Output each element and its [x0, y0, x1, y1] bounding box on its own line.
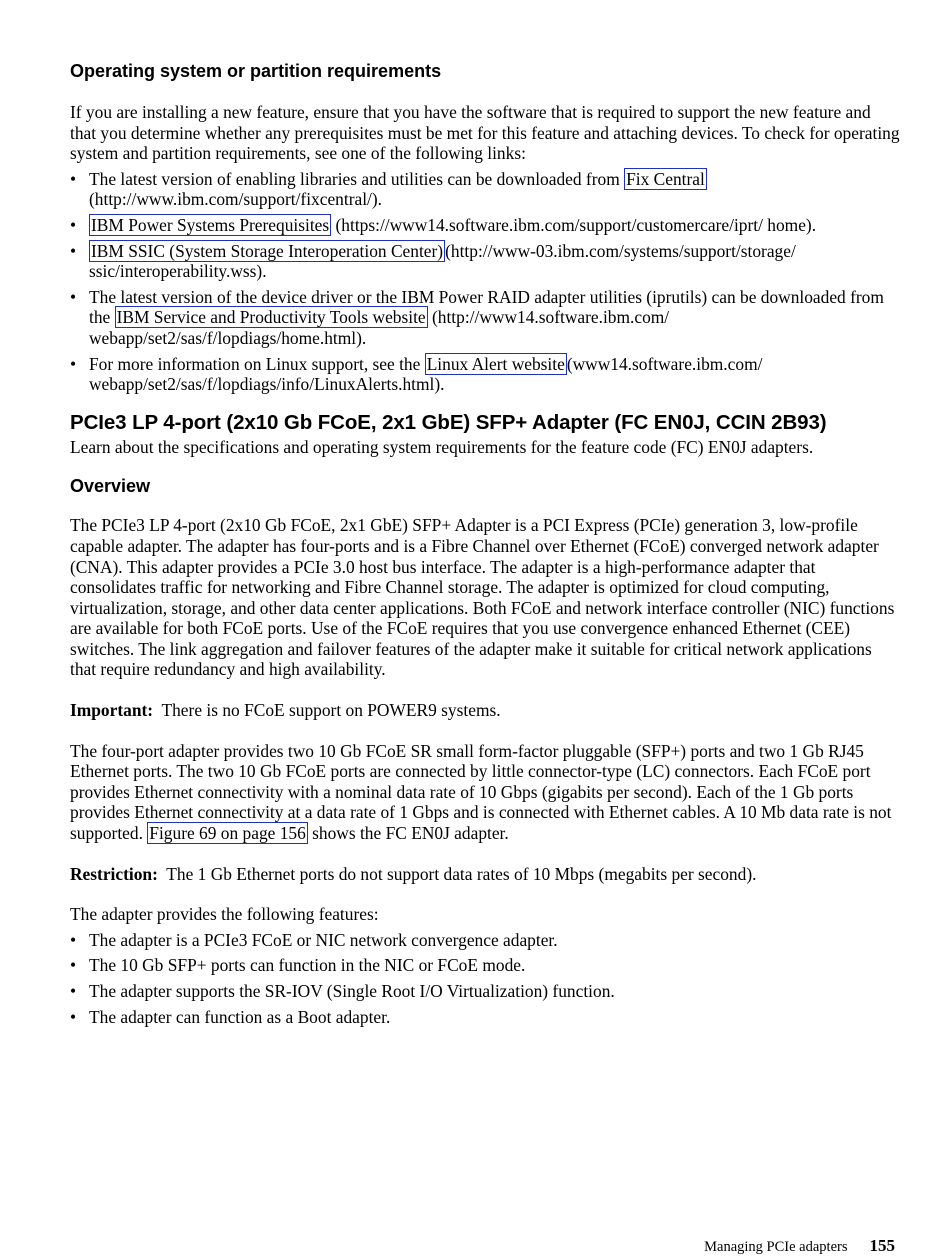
bullet-icon: •	[70, 955, 77, 976]
ibm-ssic-link[interactable]: IBM SSIC (System Storage Interoperation Center)	[91, 240, 444, 261]
ibm-service-tools-link[interactable]: IBM Service and Productivity Tools website	[116, 307, 426, 328]
list-item: • The adapter is a PCIe3 FCoE or NIC network convergence adapter.	[70, 929, 558, 950]
list-item: • The 10 Gb SFP+ ports can function in the NIC or FCoE mode.	[70, 955, 526, 976]
ibm-power-prerequisites-link[interactable]: IBM Power Systems Prerequisites	[91, 214, 330, 235]
fix-central-link[interactable]: Fix Central	[626, 168, 705, 189]
footer-title: Managing PCIe adapters	[704, 1239, 848, 1255]
features-list	[70, 930, 900, 1027]
adapter-topic-title: PCIe3 LP 4-port (2x10 Gb FCoE, 2x1 GbE) SFP+ Adapter (FC EN0J, CCIN 2B93)	[70, 410, 827, 434]
list-item: • The latest version of the device driver or the IBM Power RAID adapter utilities (iprutils) can be downloaded from the IBM Service and Productivity Tools website (http://www14.software.ibm.com/ webapp/set2/sas/f/lopdiags/home.html).	[70, 286, 884, 348]
linux-alert-link[interactable]: Linux Alert website	[426, 353, 565, 374]
list-item: • The adapter supports the SR-IOV (Single Root I/O Virtualization) function.	[70, 981, 615, 1001]
os-requirements-list	[70, 169, 900, 395]
os-requirements-heading: Operating system or partition requirements	[70, 61, 442, 81]
bullet-icon: •	[70, 168, 77, 189]
adapter-topic-summary: Learn about the specifications and operating system requirements for the feature code (FC) EN0J adapters.	[70, 436, 814, 457]
figure-69-link[interactable]: Figure 69 on page 156	[149, 823, 306, 844]
os-requirements-intro: If you are installing a new feature, ensure that you have the software that is required to support the new feature and that you determine whether any prerequisites must be met for this feature and attaching devices. To check for operating system and partition requirements, see one of the following links:	[70, 102, 900, 164]
ports-paragraph: The four-port adapter provides two 10 Gb FCoE SR small form-factor pluggable (SFP+) ports and two 1 Gb RJ45 Ethernet ports. The two 10 Gb FCoE ports are connected by little connector-type (LC) connectors. Each FCoE port provides Ethernet connectivity with a nominal data rate of 10 Gbps (gigabits per second). Each of the 1 Gb ports provides Ethernet connectivity at a data rate of 1 Gbps and is connected with Ethernet cables. A 10 Mb data rate is not supported. Figure 69 on page 156 shows the FC EN0J adapter.	[70, 740, 892, 844]
list-item: • IBM SSIC (System Storage Interoperation Center) (http://www-03.ibm.com/systems/support/storage/ ssic/interoperability.wss).	[70, 240, 796, 282]
page-footer	[704, 1236, 895, 1256]
important-label: Important:	[70, 700, 154, 721]
bullet-icon: •	[70, 981, 77, 1001]
important-note	[70, 700, 900, 721]
overview-paragraph: The PCIe3 LP 4-port (2x10 Gb FCoE, 2x1 GbE) SFP+ Adapter is a PCI Express (PCIe) generation 3, low-profile capable adapter. The adapter has four-ports and is a Fibre Channel over Ethernet (FCoE) converged network adapter (CNA). This adapter provides a PCIe 3.0 host bus interface. The adapter is a high-performance adapter that consolidates traffic for networking and Fibre Channel storage. The adapter is optimized for cloud computing, virtualization, storage, and other data center applications. Both FCoE and network interface controller (NIC) functions are available for both FCoE ports. Use of the FCoE requires that you use convergence enhanced Ethernet (CEE) switches. The link aggregation and failover features of the adapter make it suitable for critical network applications that require redundancy and high availability.	[70, 515, 895, 680]
list-item: • The latest version of enabling libraries and utilities can be downloaded from Fix Central (http://www.ibm.com/support/fixcentral/).	[70, 168, 705, 210]
bullet-icon: •	[70, 929, 77, 950]
list-item: • For more information on Linux support, see the Linux Alert website (www14.software.ibm.com/ webapp/set2/sas/f/lopdiags/info/LinuxAlerts.html).	[70, 353, 763, 395]
overview-heading: Overview	[70, 476, 151, 497]
bullet-icon: •	[70, 1006, 77, 1027]
important-text: There is no FCoE support on POWER9 systems.	[161, 700, 501, 721]
restriction-note	[70, 864, 900, 885]
bullet-icon: •	[70, 353, 77, 374]
document-page	[70, 58, 900, 1027]
features-intro: The adapter provides the following features:	[70, 904, 379, 925]
list-item: • The adapter can function as a Boot adapter.	[70, 1006, 391, 1027]
restriction-text: The 1 Gb Ethernet ports do not support data rates of 10 Mbps (megabits per second).	[166, 863, 757, 884]
bullet-icon: •	[70, 214, 77, 235]
bullet-icon: •	[70, 286, 77, 307]
page-number: 155	[869, 1236, 895, 1255]
list-item: • IBM Power Systems Prerequisites (https://www14.software.ibm.com/support/customercare/iprt/ home).	[70, 214, 817, 235]
bullet-icon: •	[70, 240, 77, 261]
restriction-label: Restriction:	[70, 863, 158, 884]
